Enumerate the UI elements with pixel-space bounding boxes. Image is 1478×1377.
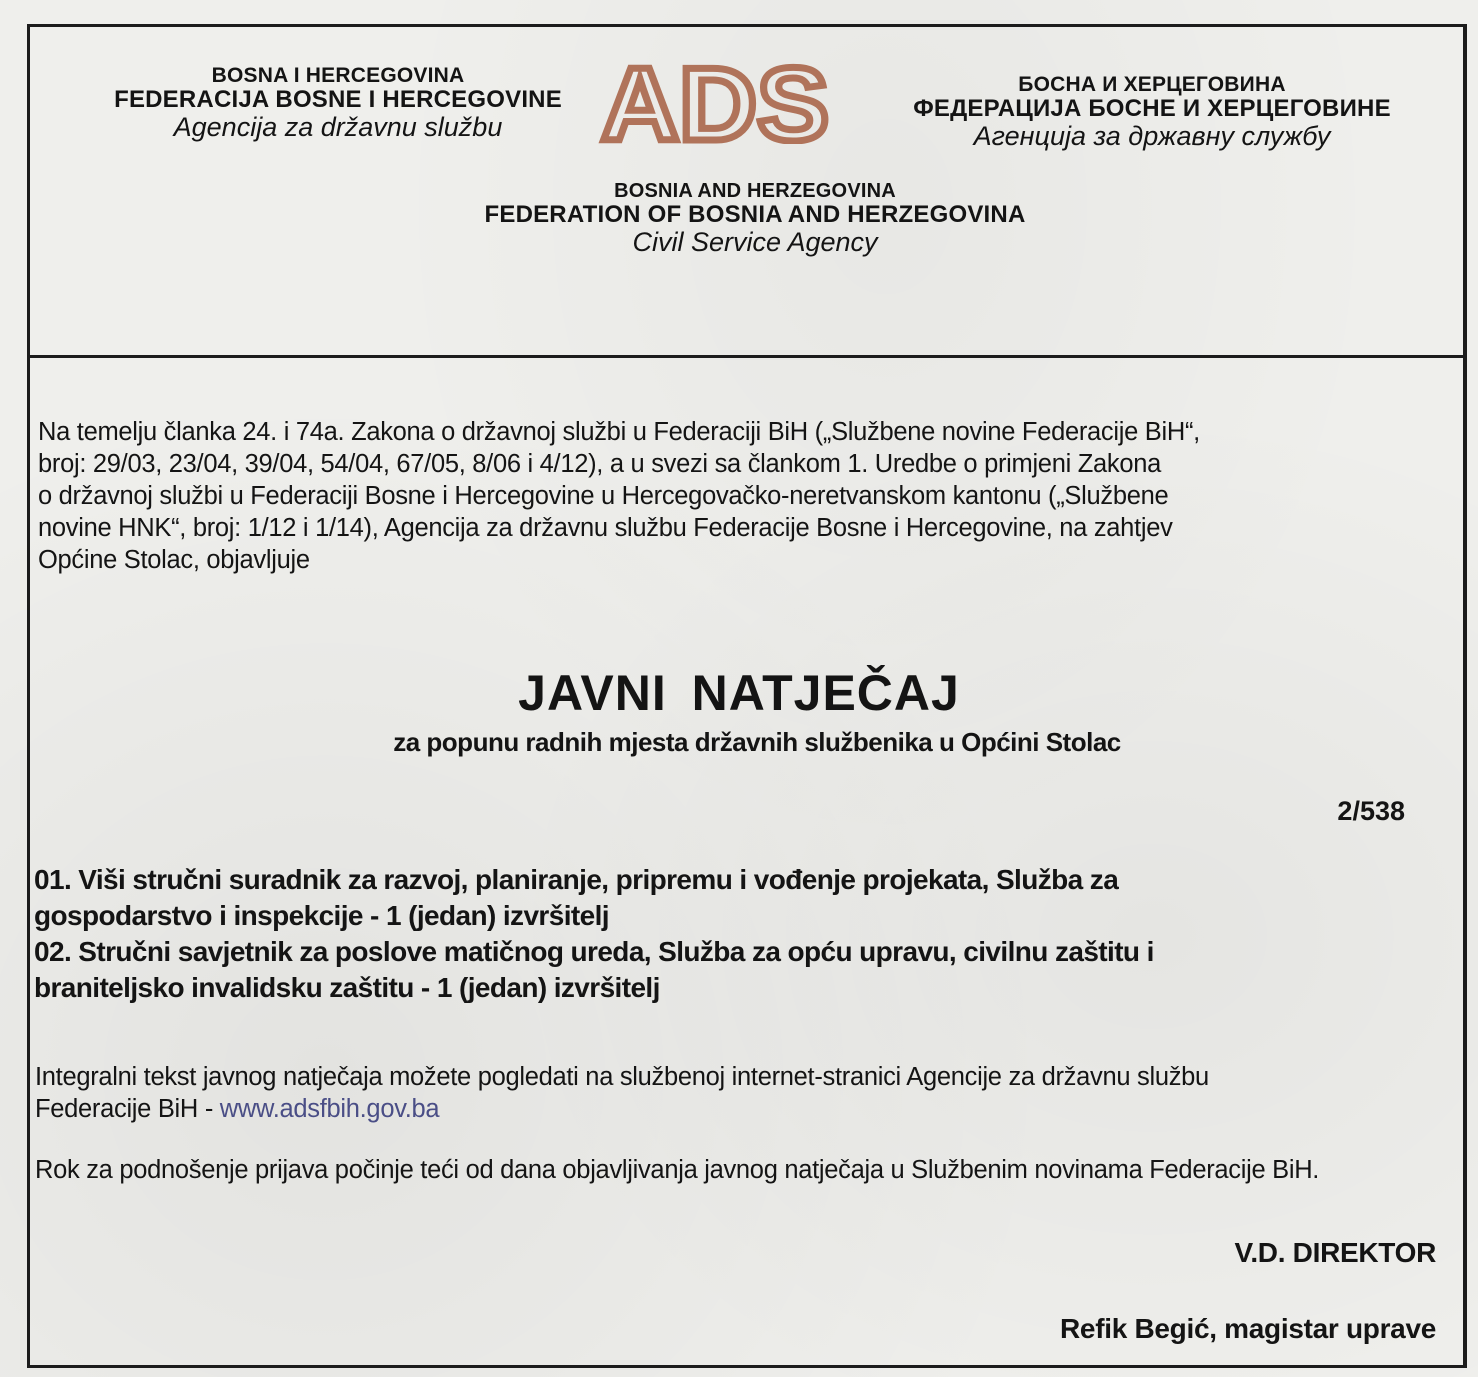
header-divider: [27, 355, 1467, 358]
signature-title: V.D. DIREKTOR: [1234, 1237, 1436, 1268]
federation-name-latin: FEDERACIJA BOSNE I HERCEGOVINE: [114, 86, 562, 114]
federation-name-cyrillic: ФЕДЕРАЦИЈА БОСНЕ И ХЕРЦЕГОВИНЕ: [913, 95, 1391, 123]
header-left-block: [88, 64, 588, 143]
reference-number: 2/538: [1337, 796, 1405, 826]
position-line: gospodarstvo i inspekcije - 1 (jedan) izvršitelj: [34, 900, 609, 931]
agency-website-link[interactable]: www.adsfbih.gov.ba: [219, 1095, 440, 1123]
deadline-note: Rok za podnošenje prijava počinje teći od dana objavljivanja javnog natječaja u Službenim novinama Federacije BiH.: [35, 1156, 1320, 1184]
position-line: 01. Viši stručni suradnik za razvoj, planiranje, pripremu i vođenje projekata, Služba za: [34, 864, 1119, 895]
ads-logo: [595, 62, 835, 144]
position-line: 02. Stručni savjetnik za poslove matičnog ureda, Služba za opću upravu, civilnu zaštitu i: [34, 936, 1154, 967]
ads-logo-text: ADS: [601, 62, 829, 144]
agency-name-latin: Agencija za državnu službu: [173, 112, 503, 143]
intro-paragraph: [38, 416, 1200, 576]
country-name-latin: BOSNA I HERCEGOVINA: [211, 64, 465, 87]
agency-name-cyrillic: Агенција за државну службу: [973, 121, 1331, 152]
federation-name-english: FEDERATION OF BOSNIA AND HERZEGOVINA: [484, 201, 1026, 228]
positions-list: [34, 862, 1154, 1006]
integral-line: Integralni tekst javnog natječaja možete pogledati na službenoj internet-stranici Agencije za državnu službu: [35, 1063, 1209, 1091]
announcement-subtitle: za popunu radnih mjesta državnih službenika u Općini Stolac: [393, 727, 1121, 757]
header-center-block: [440, 180, 1070, 258]
country-name-cyrillic: БОСНА И ХЕРЦЕГОВИНА: [1018, 73, 1286, 96]
intro-line: novine HNK“, broj: 1/12 i 1/14), Agencija za državnu službu Federacije Bosne i Hercegovine, na zahtjev: [38, 514, 1173, 542]
header-right-block: [882, 73, 1422, 152]
signature-name: Refik Begić, magistar uprave: [1060, 1313, 1436, 1344]
intro-line: Općine Stolac, objavljuje: [38, 546, 310, 574]
integral-text-note: [35, 1061, 1209, 1125]
position-line: braniteljsko invalidsku zaštitu - 1 (jedan) izvršitelj: [34, 972, 660, 1003]
agency-name-english: Civil Service Agency: [632, 227, 878, 258]
intro-line: broj: 29/03, 23/04, 39/04, 54/04, 67/05, 8/06 i 4/12), a u svezi sa člankom 1. Uredbe o primjeni Zakona: [38, 450, 1161, 478]
intro-line: o državnoj službi u Federaciji Bosne i Hercegovine u Hercegovačko-neretvanskom kantonu („Službene: [38, 482, 1169, 510]
country-name-english: BOSNIA AND HERZEGOVINA: [614, 180, 896, 202]
integral-line: [35, 1093, 1209, 1125]
announcement-title: JAVNI NATJEČAJ: [518, 665, 960, 721]
integral-prefix: Federacije BiH -: [35, 1095, 220, 1123]
intro-line: Na temelju članka 24. i 74a. Zakona o državnoj službi u Federaciji BiH („Službene novine Federacije BiH“,: [38, 418, 1200, 446]
